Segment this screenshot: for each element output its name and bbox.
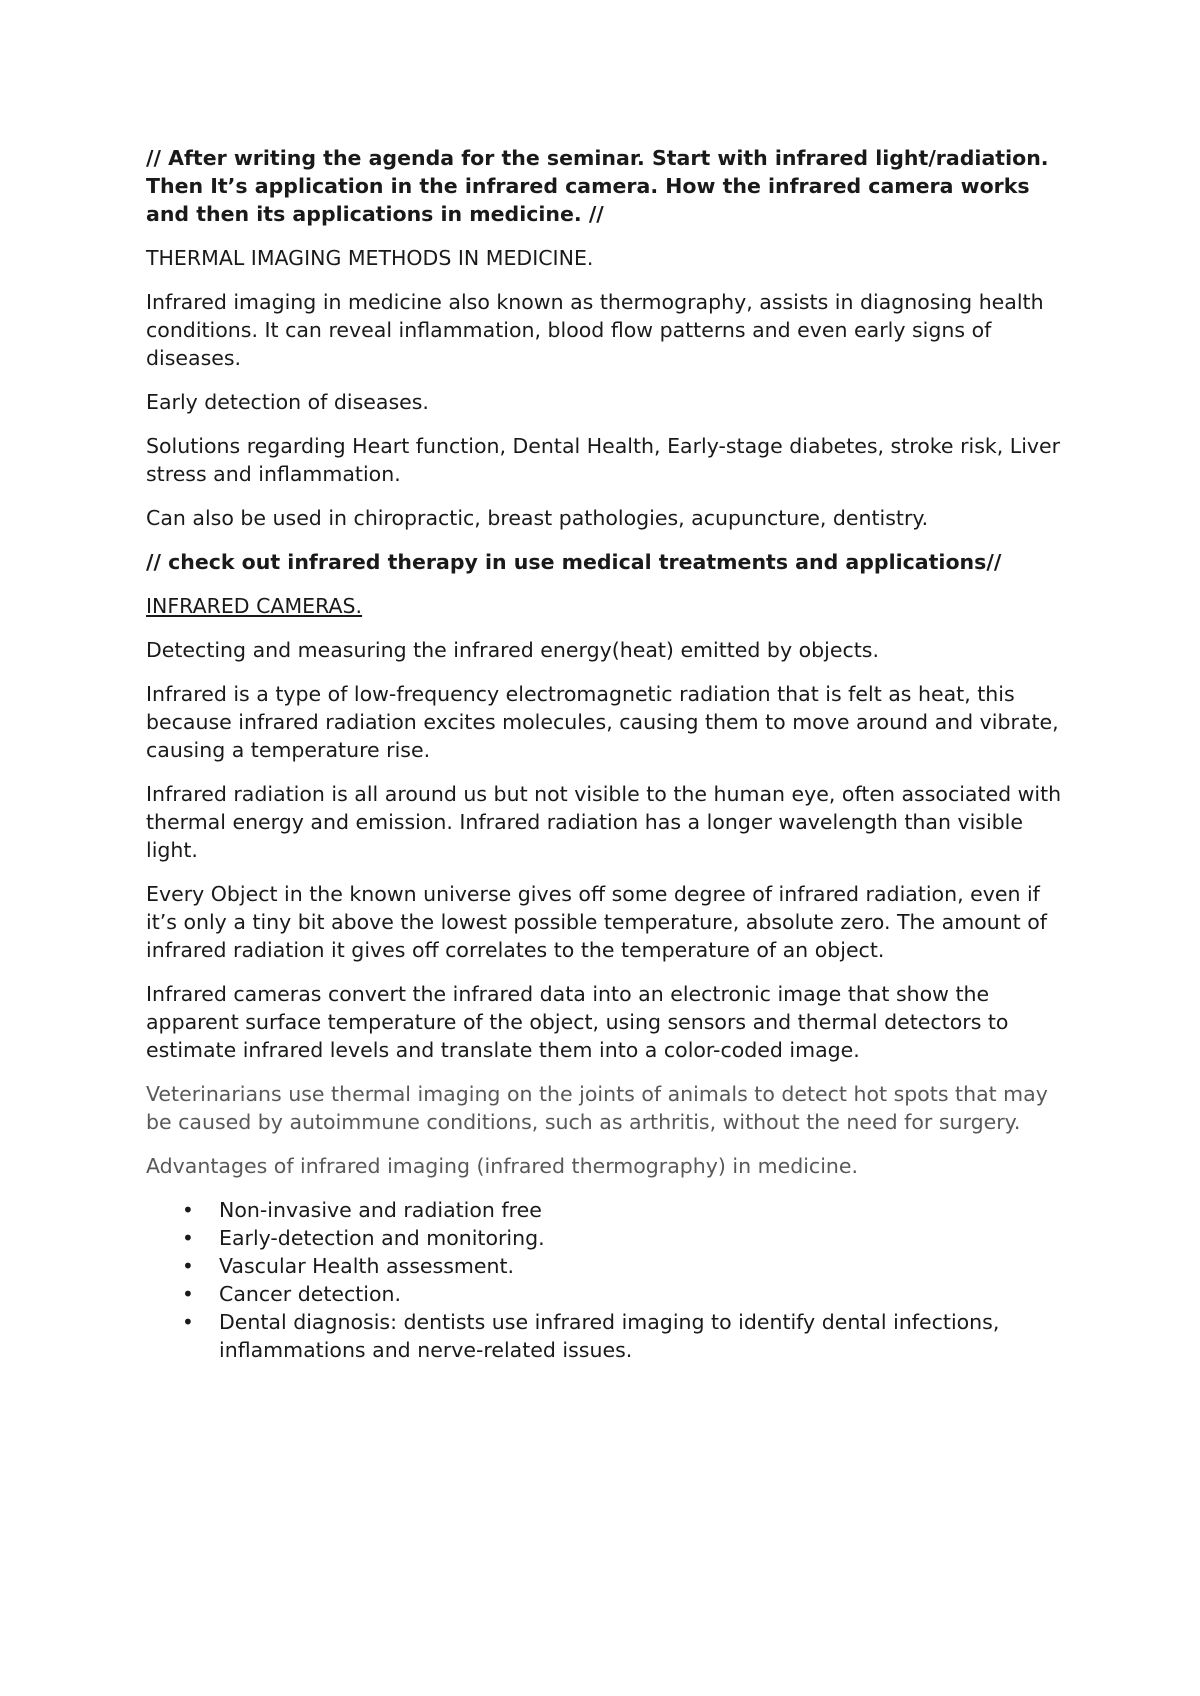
bullet-icon: • (182, 1254, 194, 1278)
list-item (146, 1252, 1076, 1280)
heading-infrared-cameras: INFRARED CAMERAS. (146, 594, 363, 618)
paragraph-early-detection: Early detection of diseases. (146, 390, 429, 414)
bullet-icon: • (182, 1198, 194, 1222)
agenda-note: // After writing the agenda for the seminar. Start with infrared light/radiation. Then It’s application in the infrared camera. How the infrared camera works and then its applications in medicine. // (146, 146, 1049, 226)
paragraph-convert: Infrared cameras convert the infrared data into an electronic image that show the apparent surface temperature of the object, using sensors and thermal detectors to estimate infrared levels and translate them into a color-coded image. (146, 982, 1009, 1062)
paragraph-advantages: Advantages of infrared imaging (infrared thermography) in medicine. (146, 1154, 859, 1178)
section-title-thermal-imaging: THERMAL IMAGING METHODS IN MEDICINE. (146, 246, 594, 270)
list-item-text: Dental diagnosis: dentists use infrared imaging to identify dental infections, inflammations and nerve-related issues. (219, 1310, 1000, 1362)
list-item-text: Vascular Health assessment. (219, 1254, 514, 1278)
paragraph-detecting: Detecting and measuring the infrared energy(heat) emitted by objects. (146, 638, 879, 662)
list-item (146, 1308, 1076, 1364)
paragraph-thermography: Infrared imaging in medicine also known as thermography, assists in diagnosing health conditions. It can reveal inflammation, blood flow patterns and even early signs of diseases. (146, 290, 1044, 370)
paragraph-also-used: Can also be used in chiropractic, breast pathologies, acupuncture, dentistry. (146, 506, 929, 530)
paragraph-veterinarians: Veterinarians use thermal imaging on the joints of animals to detect hot spots that may be caused by autoimmune conditions, such as arthritis, without the need for surgery. (146, 1082, 1048, 1134)
paragraph-all-around: Infrared radiation is all around us but not visible to the human eye, often associated with thermal energy and emission. Infrared radiation has a longer wavelength than visible light. (146, 782, 1062, 862)
list-item (146, 1196, 1076, 1224)
list-item-text: Early-detection and monitoring. (219, 1226, 545, 1250)
list-item (146, 1224, 1076, 1252)
bullet-icon: • (182, 1310, 194, 1334)
paragraph-low-frequency: Infrared is a type of low-frequency electromagnetic radiation that is felt as heat, this because infrared radiation excites molecules, causing them to move around and vibrate, causing a temperature rise. (146, 682, 1059, 762)
list-item-text: Non-invasive and radiation free (219, 1198, 542, 1222)
document-page (146, 144, 1076, 1364)
bullet-icon: • (182, 1282, 194, 1306)
bullet-icon: • (182, 1226, 194, 1250)
paragraph-solutions: Solutions regarding Heart function, Dental Health, Early-stage diabetes, stroke risk, Liver stress and inflammation. (146, 434, 1061, 486)
list-item-text: Cancer detection. (219, 1282, 402, 1306)
advantages-list (146, 1196, 1076, 1364)
paragraph-every-object: Every Object in the known universe gives off some degree of infrared radiation, even if it’s only a tiny bit above the lowest possible temperature, absolute zero. The amount of infrared radiation it gives off correlates to the temperature of an object. (146, 882, 1047, 962)
therapy-note: // check out infrared therapy in use medical treatments and applications// (146, 550, 1002, 574)
list-item (146, 1280, 1076, 1308)
